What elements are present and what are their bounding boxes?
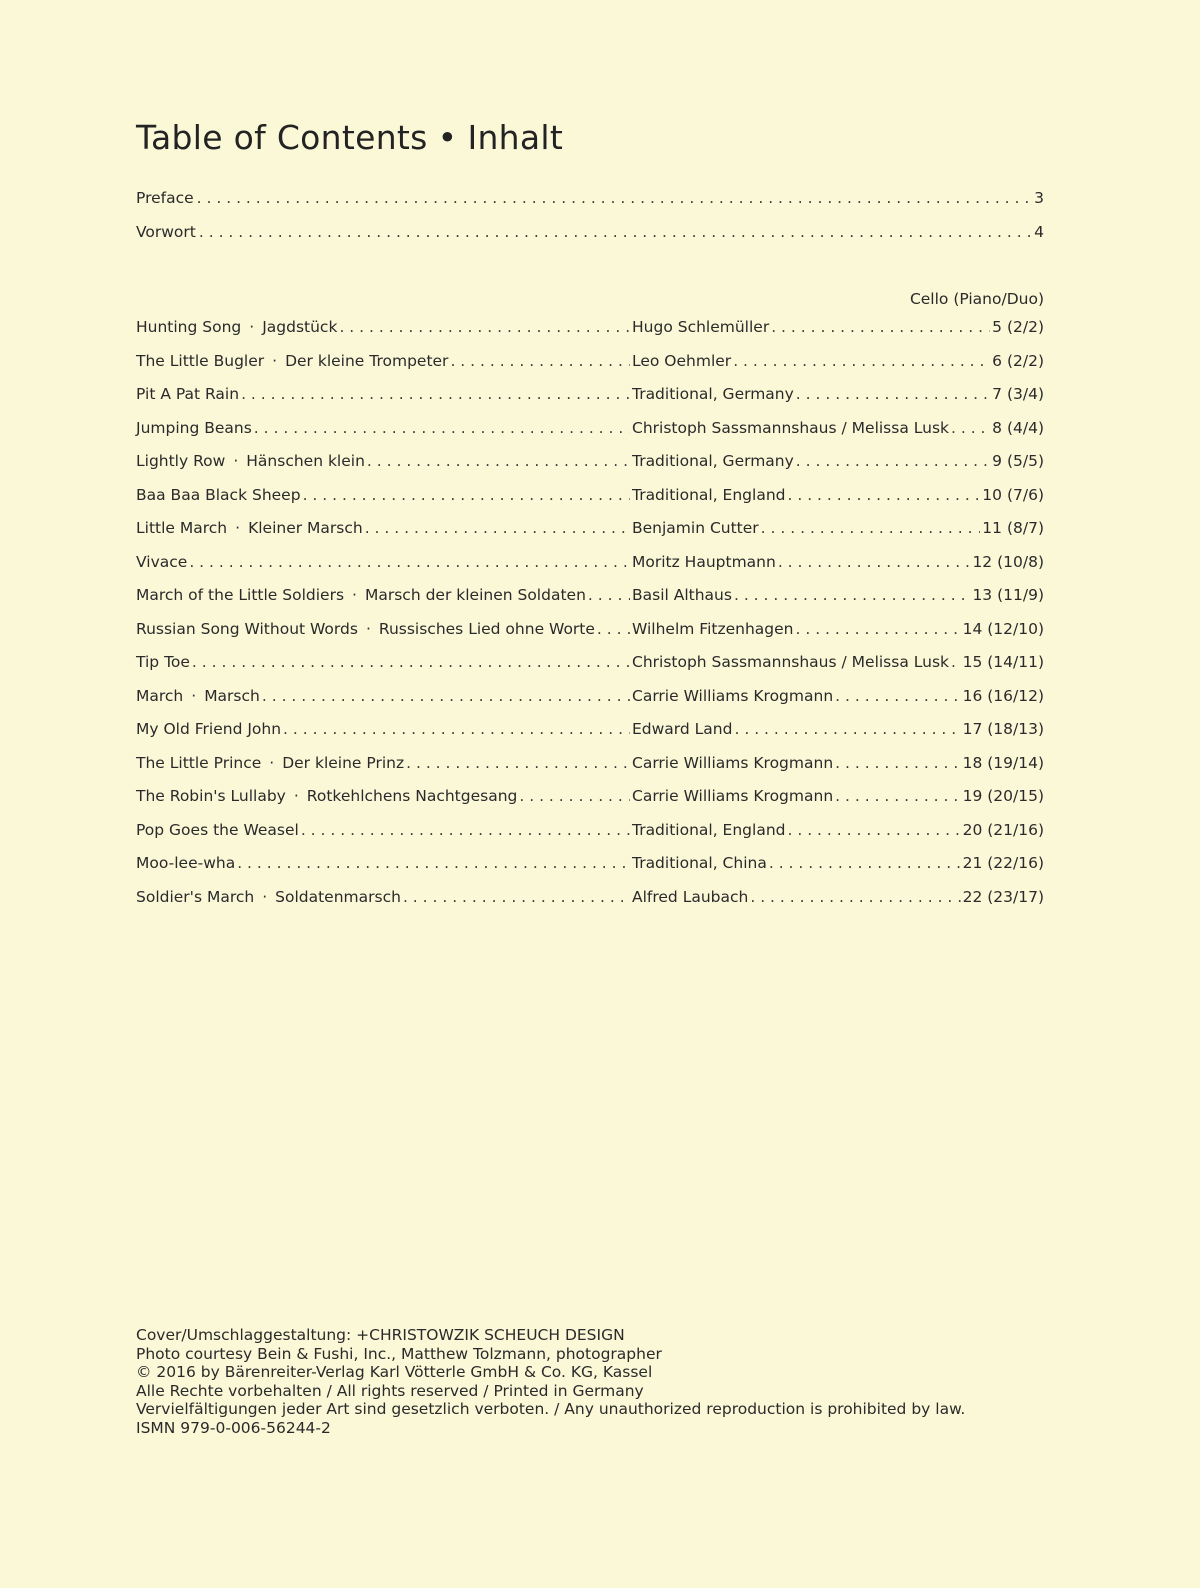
entry-title-english: Hunting Song bbox=[136, 318, 242, 336]
title-separator: · bbox=[269, 753, 275, 772]
entry-title bbox=[136, 720, 281, 738]
entry-pages: 16 (16/12) bbox=[962, 686, 1044, 705]
dot-leader bbox=[301, 821, 630, 839]
dot-leader bbox=[835, 687, 960, 705]
entry-composer: Carrie Williams Krogmann bbox=[632, 787, 834, 805]
entry-title-english: Moo-lee-wha bbox=[136, 854, 236, 872]
title-separator: · bbox=[352, 586, 357, 604]
toc-entry[interactable] bbox=[136, 687, 1044, 711]
toc-entry[interactable] bbox=[136, 352, 1044, 376]
entry-pages: 11 (8/7) bbox=[982, 519, 1044, 537]
dot-leader bbox=[192, 653, 630, 671]
entry-title bbox=[136, 754, 404, 772]
entry-title-english: Jumping Beans bbox=[136, 418, 252, 437]
entry-title bbox=[136, 787, 517, 805]
dot-leader bbox=[450, 352, 630, 370]
toc-entry[interactable] bbox=[136, 787, 1044, 811]
entry-title bbox=[136, 687, 260, 705]
dot-leader bbox=[951, 653, 961, 671]
entry-title bbox=[136, 553, 187, 571]
title-separator: · bbox=[249, 318, 255, 336]
entry-title bbox=[136, 653, 190, 671]
entry-title-german: Hänschen klein bbox=[246, 452, 365, 470]
entry-title-german: Russisches Lied ohne Worte bbox=[378, 619, 595, 638]
entry-title bbox=[136, 419, 252, 437]
entry-composer: Hugo Schlemüller bbox=[632, 318, 770, 336]
entry-pages: 20 (21/16) bbox=[962, 820, 1044, 839]
entry-composer: Edward Land bbox=[632, 720, 733, 738]
dot-leader bbox=[835, 754, 960, 772]
toc-entry[interactable] bbox=[136, 486, 1044, 510]
title-german: Inhalt bbox=[467, 118, 564, 157]
entry-title bbox=[136, 318, 337, 336]
entry-title-english: March of the Little Soldiers bbox=[136, 586, 345, 604]
title-separator: • bbox=[437, 118, 458, 157]
entry-title-german: Kleiner Marsch bbox=[248, 519, 363, 537]
entry-composer: Christoph Sassmannshaus / Melissa Lusk bbox=[632, 653, 949, 671]
entry-title-english: Russian Song Without Words bbox=[136, 619, 358, 638]
dot-leader bbox=[241, 385, 630, 403]
entry-pages: 7 (3/4) bbox=[992, 385, 1044, 403]
toc-entry[interactable] bbox=[136, 720, 1044, 744]
entry-pages: 15 (14/11) bbox=[962, 653, 1044, 671]
entry-pages: 22 (23/17) bbox=[962, 887, 1044, 906]
title-separator: · bbox=[293, 787, 299, 805]
dot-leader bbox=[778, 553, 971, 571]
page-title bbox=[136, 118, 563, 157]
entry-pages: 12 (10/8) bbox=[972, 552, 1044, 571]
entry-title bbox=[136, 352, 448, 370]
entry-composer: Carrie Williams Krogmann bbox=[632, 686, 834, 705]
dot-leader bbox=[519, 787, 630, 805]
dot-leader bbox=[769, 854, 961, 872]
dot-leader bbox=[734, 720, 960, 738]
entry-pages: 19 (20/15) bbox=[962, 787, 1044, 805]
dot-leader bbox=[406, 754, 630, 772]
toc-page: 3 bbox=[1034, 189, 1044, 207]
dot-leader bbox=[283, 720, 630, 738]
dot-leader bbox=[761, 519, 981, 537]
title-separator: · bbox=[365, 619, 371, 638]
entry-title bbox=[136, 821, 299, 839]
entry-title bbox=[136, 586, 586, 604]
toc-page: 4 bbox=[1034, 223, 1044, 241]
entry-title-english: Soldier's March bbox=[136, 887, 255, 906]
title-separator: · bbox=[191, 686, 197, 705]
dot-leader bbox=[795, 620, 960, 638]
dot-leader bbox=[796, 452, 990, 470]
dot-leader bbox=[403, 888, 630, 906]
entry-pages: 6 (2/2) bbox=[992, 351, 1044, 370]
dot-leader bbox=[951, 419, 990, 437]
entry-title-german: Der kleine Trompeter bbox=[285, 351, 449, 370]
entry-composer: Wilhelm Fitzenhagen bbox=[632, 619, 794, 638]
dot-leader bbox=[835, 787, 960, 805]
toc-entry[interactable] bbox=[136, 318, 1044, 342]
toc-entry[interactable] bbox=[136, 519, 1044, 543]
toc-entry[interactable] bbox=[136, 754, 1044, 778]
entry-title-english: Pop Goes the Weasel bbox=[136, 820, 299, 839]
entry-title-english: The Little Bugler bbox=[136, 351, 265, 370]
entry-composer: Traditional, Germany bbox=[632, 385, 794, 403]
toc-entry[interactable] bbox=[136, 553, 1044, 577]
toc-row-preface[interactable] bbox=[136, 189, 1044, 213]
dot-leader bbox=[588, 586, 630, 604]
toc-entry[interactable] bbox=[136, 452, 1044, 476]
entry-composer: Leo Oehmler bbox=[632, 351, 732, 370]
entry-composer: Traditional, England bbox=[632, 485, 786, 504]
entry-title-german: Marsch der kleinen Soldaten bbox=[364, 586, 586, 604]
credit-line: Alle Rechte vorbehalten / All rights reserved / Printed in Germany bbox=[136, 1381, 644, 1400]
entry-title-english: Lightly Row bbox=[136, 452, 226, 470]
entry-composer: Benjamin Cutter bbox=[632, 519, 759, 537]
dot-leader bbox=[787, 486, 980, 504]
credit-line: Cover/Umschlaggestaltung: +CHRISTOWZIK SCHEUCH DESIGN bbox=[136, 1326, 625, 1344]
dot-leader bbox=[597, 620, 630, 638]
toc-entry[interactable] bbox=[136, 586, 1044, 610]
entry-title bbox=[136, 888, 401, 906]
entry-title bbox=[136, 486, 301, 504]
entry-composer: Traditional, Germany bbox=[632, 452, 794, 470]
dot-leader bbox=[262, 687, 630, 705]
credit-line: ISMN 979-0-006-56244-2 bbox=[136, 1418, 331, 1437]
dot-leader bbox=[734, 586, 970, 604]
dot-leader bbox=[750, 888, 960, 906]
entry-title-german: Marsch bbox=[204, 686, 260, 705]
entry-title bbox=[136, 452, 365, 470]
entry-pages: 5 (2/2) bbox=[992, 318, 1044, 336]
dot-leader bbox=[733, 352, 990, 370]
credits-block bbox=[136, 1326, 965, 1438]
dot-leader bbox=[254, 419, 630, 437]
entry-composer: Carrie Williams Krogmann bbox=[632, 753, 834, 772]
dot-leader bbox=[787, 821, 960, 839]
title-separator: · bbox=[272, 351, 278, 370]
entry-title-english: Little March bbox=[136, 519, 228, 537]
entry-title-english: The Little Prince bbox=[136, 753, 262, 772]
entry-composer: Traditional, China bbox=[632, 854, 767, 872]
entry-title-english: Baa Baa Black Sheep bbox=[136, 485, 301, 504]
entry-composer: Alfred Laubach bbox=[632, 887, 749, 906]
column-header: Cello (Piano/Duo) bbox=[909, 290, 1044, 308]
entry-pages: 18 (19/14) bbox=[962, 753, 1044, 772]
entry-title-english: March bbox=[136, 686, 184, 705]
entry-composer: Christoph Sassmannshaus / Melissa Lusk bbox=[632, 418, 949, 437]
entry-pages: 21 (22/16) bbox=[962, 854, 1044, 872]
entry-pages: 8 (4/4) bbox=[992, 418, 1044, 437]
credit-line: Photo courtesy Bein & Fushi, Inc., Matthew Tolzmann, photographer bbox=[136, 1344, 662, 1363]
title-separator: · bbox=[235, 519, 241, 537]
entry-title-german: Der kleine Prinz bbox=[282, 753, 405, 772]
entry-composer: Traditional, England bbox=[632, 820, 786, 839]
dot-leader bbox=[796, 385, 990, 403]
credit-line: Vervielfältigungen jeder Art sind gesetzlich verboten. / Any unauthorized reproduction is prohibited by law. bbox=[136, 1400, 966, 1419]
dot-leader bbox=[771, 318, 990, 336]
entry-pages: 9 (5/5) bbox=[992, 452, 1044, 470]
entry-title bbox=[136, 519, 363, 537]
entry-title-english: Pit A Pat Rain bbox=[136, 385, 240, 403]
toc-entry[interactable] bbox=[136, 888, 1044, 912]
dot-leader bbox=[197, 189, 1031, 207]
dot-leader bbox=[237, 854, 630, 872]
entry-composer: Moritz Hauptmann bbox=[632, 552, 776, 571]
dot-leader bbox=[339, 318, 630, 336]
toc-entry[interactable] bbox=[136, 385, 1044, 409]
toc-label: Preface bbox=[136, 189, 194, 207]
entry-title-english: The Robin's Lullaby bbox=[136, 787, 286, 805]
entry-title-english: My Old Friend John bbox=[136, 720, 282, 738]
dot-leader bbox=[303, 486, 630, 504]
dot-leader bbox=[189, 553, 630, 571]
entry-pages: 14 (12/10) bbox=[962, 619, 1044, 638]
toc-entry[interactable] bbox=[136, 821, 1044, 845]
toc-label: Vorwort bbox=[136, 223, 196, 241]
entry-title-german: Soldatenmarsch bbox=[275, 887, 401, 906]
entry-pages: 17 (18/13) bbox=[962, 720, 1044, 738]
entry-composer: Basil Althaus bbox=[632, 586, 732, 604]
toc-entry[interactable] bbox=[136, 419, 1044, 443]
entry-title-german: Jagdstück bbox=[262, 318, 338, 336]
entry-title-english: Tip Toe bbox=[136, 653, 190, 671]
entry-title bbox=[136, 385, 239, 403]
entry-pages: 10 (7/6) bbox=[982, 485, 1044, 504]
title-separator: · bbox=[233, 452, 239, 470]
title-separator: · bbox=[262, 887, 268, 906]
credit-line: © 2016 by Bärenreiter-Verlag Karl Vötterle GmbH & Co. KG, Kassel bbox=[136, 1363, 653, 1382]
toc-entry[interactable] bbox=[136, 620, 1044, 644]
entry-title bbox=[136, 620, 595, 638]
dot-leader bbox=[199, 223, 1031, 241]
toc-entry[interactable] bbox=[136, 653, 1044, 677]
entry-pages: 13 (11/9) bbox=[972, 586, 1044, 604]
title-english: Table of Contents bbox=[136, 118, 428, 157]
dot-leader bbox=[367, 452, 630, 470]
entry-title-english: Vivace bbox=[136, 552, 188, 571]
entry-title bbox=[136, 854, 235, 872]
toc-entry[interactable] bbox=[136, 854, 1044, 878]
entry-title-german: Rotkehlchens Nachtgesang bbox=[306, 787, 518, 805]
toc-row-vorwort[interactable] bbox=[136, 223, 1044, 247]
dot-leader bbox=[365, 519, 630, 537]
